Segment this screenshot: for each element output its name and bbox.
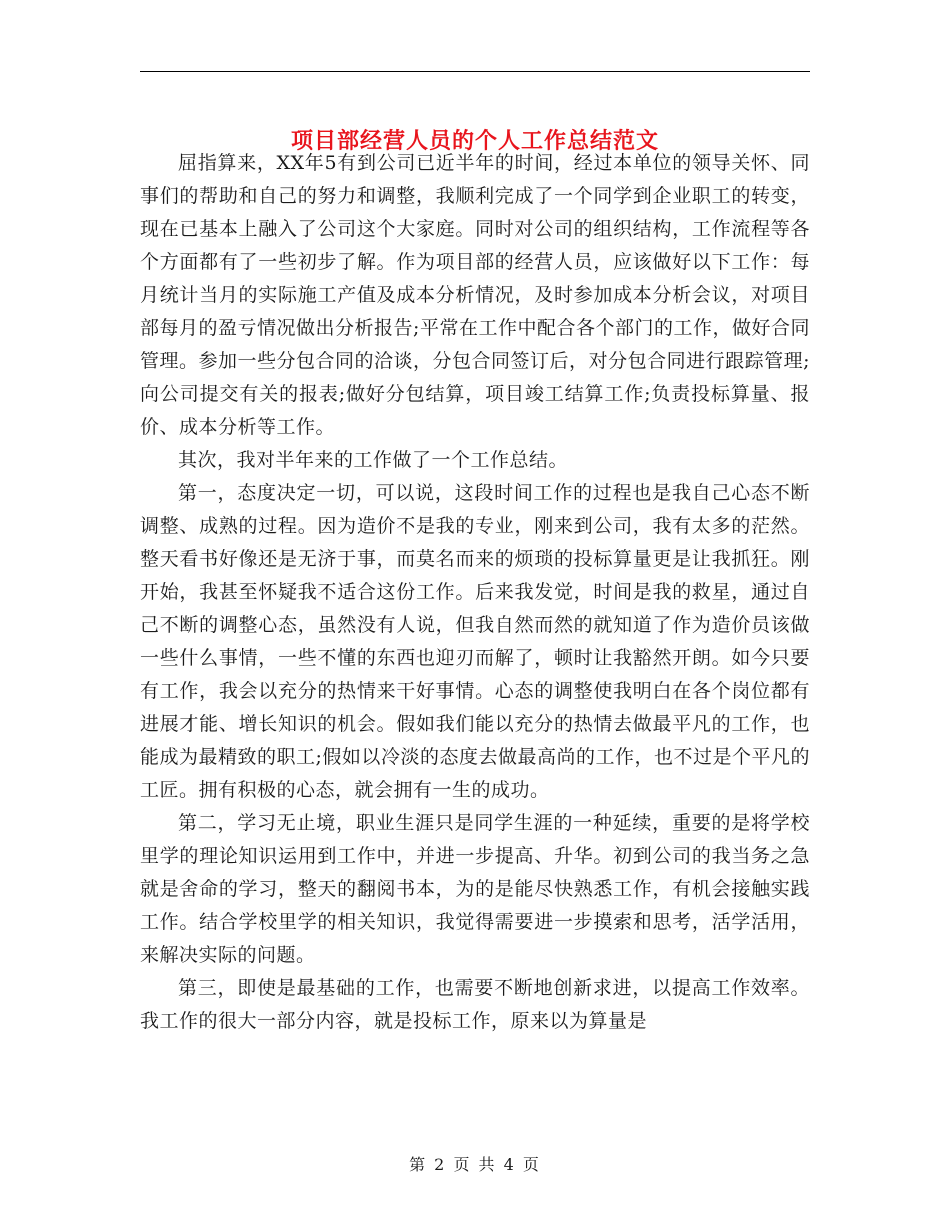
- body-paragraph: 第二，学习无止境，职业生涯只是同学生涯的一种延续，重要的是将学校里学的理论知识运用到工作中，并进一步提高、升华。初到公司的我当务之急就是舍命的学习，整天的翻阅书本，为的是能尽快熟悉工作，有机会接触实践工作。结合学校里学的相关知识，我觉得需要进一步摸索和思考，活学活用，来解决实际的问题。: [140, 812, 810, 966]
- document-title: 项目部经营人员的个人工作总结范文: [290, 127, 659, 154]
- body-paragraph: 第一，态度决定一切，可以说，这段时间工作的过程也是我自己心态不断调整、成熟的过程。因为造价不是我的专业，刚来到公司，我有太多的茫然。整天看书好像还是无济于事，而莫名而来的烦琐的投标算量更是让我抓狂。刚开始，我甚至怀疑我不适合这份工作。后来我发觉，时间是我的救星，通过自己不断的调整心态，虽然没有人说，但我自然而然的就知道了作为造价员该做一些什么事情，一些不懂的东西也迎刃而解了，顿时让我豁然开朗。如今只要有工作，我会以充分的热情来干好事情。心态的调整使我明白在各个岗位都有进展才能、增长知识的机会。假如我们能以充分的热情去做最平凡的工作，也能成为最精致的职工;假如以冷淡的态度去做最高尚的工作，也不过是个平凡的工匠。拥有积极的心态，就会拥有一生的成功。: [140, 482, 810, 801]
- body-paragraph: 第三，即使是最基础的工作，也需要不断地创新求进，以提高工作效率。我工作的很大一部分内容，就是投标工作，原来以为算量是: [140, 977, 810, 1032]
- header-rule: [140, 71, 810, 72]
- body-paragraph: 屈指算来，XX年5有到公司已近半年的时间，经过本单位的领导关怀、同事们的帮助和自己的努力和调整，我顺利完成了一个同学到企业职工的转变，现在已基本上融入了公司这个大家庭。同时对公司的组织结构，工作流程等各个方面都有了一些初步了解。作为项目部的经营人员，应该做好以下工作：每月统计当月的实际施工产值及成本分析情况，及时参加成本分析会议，对项目部每月的盈亏情况做出分析报告;平常在工作中配合各个部门的工作，做好合同管理。参加一些分包合同的洽谈，分包合同签订后，对分包合同进行跟踪管理;向公司提交有关的报表;做好分包结算，项目竣工结算工作;负责投标算量、报价、成本分析等工作。: [140, 152, 810, 438]
- page-number-footer: 第 2 页 共 4 页: [409, 1155, 541, 1174]
- body-paragraph: 其次，我对半年来的工作做了一个工作总结。: [178, 449, 569, 471]
- document-body: [140, 147, 810, 1038]
